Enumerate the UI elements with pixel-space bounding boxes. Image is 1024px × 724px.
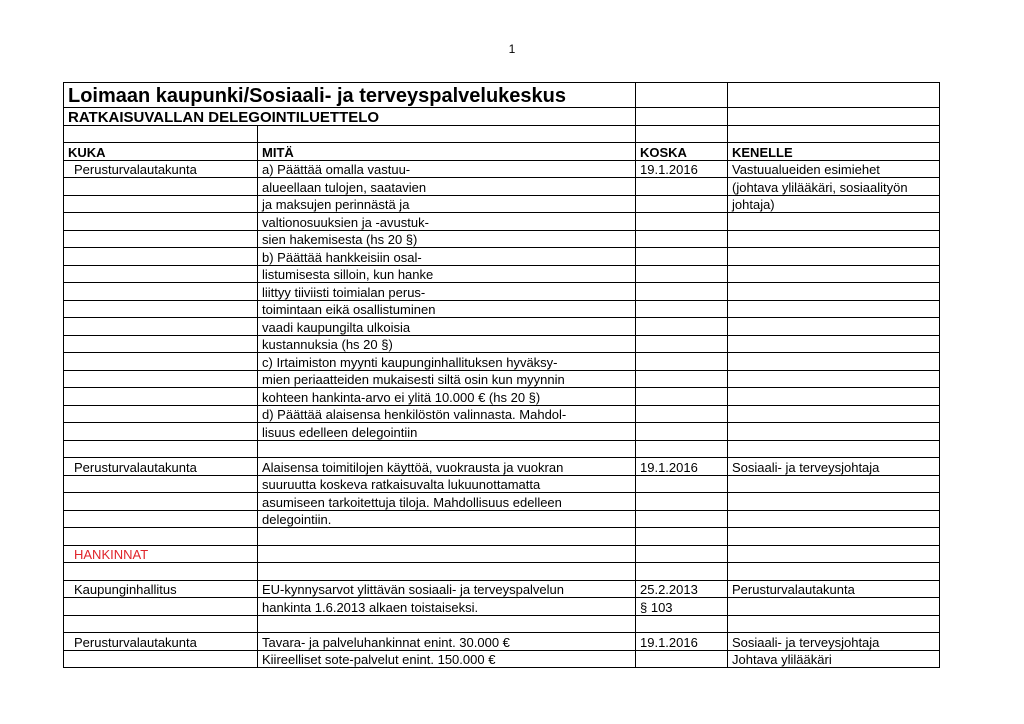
kenelle-cell xyxy=(728,300,940,318)
mita-cell: b) Päättää hankkeisiin osal- xyxy=(258,248,636,266)
kenelle-cell xyxy=(728,335,940,353)
empty-cell xyxy=(728,83,940,108)
kenelle-cell xyxy=(728,388,940,406)
mita-cell: Kiireelliset sote-palvelut enint. 150.000 € xyxy=(258,650,636,668)
kuka-cell xyxy=(64,213,258,231)
subtitle-row xyxy=(64,108,940,126)
kuka-cell xyxy=(64,650,258,668)
table-row xyxy=(64,475,940,493)
header-koska: KOSKA xyxy=(636,143,728,161)
koska-cell xyxy=(636,230,728,248)
header-row xyxy=(64,143,940,161)
kuka-cell xyxy=(64,388,258,406)
mita-cell: listumisesta silloin, kun hanke xyxy=(258,265,636,283)
kuka-cell xyxy=(64,265,258,283)
kuka-cell xyxy=(64,440,258,458)
header-kenelle: KENELLE xyxy=(728,143,940,161)
document-title: Loimaan kaupunki/Sosiaali- ja terveyspalvelukeskus xyxy=(68,85,566,107)
kuka-cell xyxy=(64,423,258,441)
koska-cell xyxy=(636,353,728,371)
kenelle-cell xyxy=(728,370,940,388)
table-row xyxy=(64,178,940,196)
table-row xyxy=(64,563,940,581)
spacer-row xyxy=(64,125,940,143)
empty-cell xyxy=(728,125,940,143)
subtitle-cell xyxy=(64,108,636,126)
mita-cell: toimintaan eikä osallistuminen xyxy=(258,300,636,318)
mita-cell: lisuus edelleen delegointiin xyxy=(258,423,636,441)
koska-cell xyxy=(636,318,728,336)
kuka-cell xyxy=(64,370,258,388)
mita-cell: d) Päättää alaisensa henkilöstön valinnasta. Mahdol- xyxy=(258,405,636,423)
kenelle-cell xyxy=(728,248,940,266)
kenelle-cell: Johtava ylilääkäri xyxy=(728,650,940,668)
empty-cell xyxy=(636,125,728,143)
kuka-cell: Perusturvalautakunta xyxy=(64,458,258,476)
empty-cell xyxy=(636,83,728,108)
mita-cell: kohteen hankinta-arvo ei ylitä 10.000 € (hs 20 §) xyxy=(258,388,636,406)
kenelle-cell: Sosiaali- ja terveysjohtaja xyxy=(728,458,940,476)
kenelle-cell: (johtava ylilääkäri, sosiaalityön xyxy=(728,178,940,196)
kuka-cell xyxy=(64,493,258,511)
kenelle-cell xyxy=(728,213,940,231)
kenelle-cell xyxy=(728,318,940,336)
mita-cell xyxy=(258,545,636,563)
table-row xyxy=(64,510,940,528)
koska-cell xyxy=(636,475,728,493)
mita-cell: vaadi kaupungilta ulkoisia xyxy=(258,318,636,336)
mita-cell: suuruutta koskeva ratkaisuvalta lukuunottamatta xyxy=(258,475,636,493)
kenelle-cell xyxy=(728,283,940,301)
table-row xyxy=(64,300,940,318)
kenelle-cell xyxy=(728,475,940,493)
kenelle-cell: johtaja) xyxy=(728,195,940,213)
kenelle-cell xyxy=(728,405,940,423)
kuka-cell xyxy=(64,528,258,546)
kuka-cell xyxy=(64,510,258,528)
koska-cell xyxy=(636,300,728,318)
kuka-cell xyxy=(64,283,258,301)
table-row xyxy=(64,580,940,598)
kuka-cell: HANKINNAT xyxy=(64,545,258,563)
mita-cell: valtionosuuksien ja -avustuk- xyxy=(258,213,636,231)
table-row xyxy=(64,545,940,563)
kuka-cell: Perusturvalautakunta xyxy=(64,633,258,651)
delegation-table xyxy=(63,82,940,668)
table-row xyxy=(64,493,940,511)
mita-cell: asumiseen tarkoitettuja tiloja. Mahdollisuus edelleen xyxy=(258,493,636,511)
koska-cell xyxy=(636,283,728,301)
kenelle-cell xyxy=(728,615,940,633)
table-row xyxy=(64,353,940,371)
mita-cell: alueellaan tulojen, saatavien xyxy=(258,178,636,196)
kuka-cell xyxy=(64,195,258,213)
mita-cell: delegointiin. xyxy=(258,510,636,528)
empty-cell xyxy=(728,108,940,126)
title-row xyxy=(64,83,940,108)
mita-cell: liittyy tiiviisti toimialan perus- xyxy=(258,283,636,301)
kuka-cell xyxy=(64,615,258,633)
mita-cell: sien hakemisesta (hs 20 §) xyxy=(258,230,636,248)
table-row xyxy=(64,248,940,266)
table-row xyxy=(64,650,940,668)
koska-cell xyxy=(636,563,728,581)
empty-cell xyxy=(64,125,258,143)
mita-cell: Alaisensa toimitilojen käyttöä, vuokrausta ja vuokran xyxy=(258,458,636,476)
koska-cell xyxy=(636,370,728,388)
kenelle-cell xyxy=(728,353,940,371)
koska-cell xyxy=(636,178,728,196)
kuka-cell xyxy=(64,598,258,616)
page-number: 1 xyxy=(508,42,516,56)
mita-cell: ja maksujen perinnästä ja xyxy=(258,195,636,213)
kuka-cell xyxy=(64,405,258,423)
koska-cell xyxy=(636,510,728,528)
koska-cell xyxy=(636,528,728,546)
koska-cell: 25.2.2013 xyxy=(636,580,728,598)
table-row xyxy=(64,423,940,441)
mita-cell xyxy=(258,440,636,458)
table-row xyxy=(64,615,940,633)
table-row xyxy=(64,283,940,301)
mita-cell: Tavara- ja palveluhankinnat enint. 30.000 € xyxy=(258,633,636,651)
title-cell xyxy=(64,83,636,108)
koska-cell xyxy=(636,440,728,458)
kenelle-cell xyxy=(728,528,940,546)
table-row xyxy=(64,265,940,283)
kuka-cell xyxy=(64,563,258,581)
kenelle-cell xyxy=(728,563,940,581)
table-row xyxy=(64,458,940,476)
table-row xyxy=(64,318,940,336)
table-row xyxy=(64,633,940,651)
empty-cell xyxy=(258,125,636,143)
kuka-cell xyxy=(64,248,258,266)
table-row xyxy=(64,370,940,388)
kenelle-cell xyxy=(728,265,940,283)
mita-cell: hankinta 1.6.2013 alkaen toistaiseksi. xyxy=(258,598,636,616)
table-row xyxy=(64,160,940,178)
kenelle-cell xyxy=(728,230,940,248)
koska-cell xyxy=(636,615,728,633)
mita-cell: kustannuksia (hs 20 §) xyxy=(258,335,636,353)
table-row xyxy=(64,528,940,546)
table-row xyxy=(64,213,940,231)
kuka-cell: Kaupunginhallitus xyxy=(64,580,258,598)
kenelle-cell: Perusturvalautakunta xyxy=(728,580,940,598)
kuka-cell xyxy=(64,300,258,318)
table-row xyxy=(64,405,940,423)
kuka-cell: Perusturvalautakunta xyxy=(64,160,258,178)
koska-cell: 19.1.2016 xyxy=(636,458,728,476)
koska-cell: § 103 xyxy=(636,598,728,616)
table-row xyxy=(64,195,940,213)
kenelle-cell xyxy=(728,510,940,528)
mita-cell xyxy=(258,615,636,633)
kenelle-cell: Sosiaali- ja terveysjohtaja xyxy=(728,633,940,651)
kuka-cell xyxy=(64,475,258,493)
kenelle-cell xyxy=(728,493,940,511)
koska-cell: 19.1.2016 xyxy=(636,160,728,178)
mita-cell: mien periaatteiden mukaisesti siltä osin kun myynnin xyxy=(258,370,636,388)
koska-cell xyxy=(636,650,728,668)
header-mita: MITÄ xyxy=(258,143,636,161)
table-row xyxy=(64,598,940,616)
koska-cell: 19.1.2016 xyxy=(636,633,728,651)
mita-cell: c) Irtaimiston myynti kaupunginhallituksen hyväksy- xyxy=(258,353,636,371)
koska-cell xyxy=(636,335,728,353)
koska-cell xyxy=(636,388,728,406)
kuka-cell xyxy=(64,318,258,336)
mita-cell: a) Päättää omalla vastuu- xyxy=(258,160,636,178)
table-row xyxy=(64,335,940,353)
table-row xyxy=(64,230,940,248)
koska-cell xyxy=(636,545,728,563)
table-row xyxy=(64,388,940,406)
koska-cell xyxy=(636,423,728,441)
kenelle-cell xyxy=(728,440,940,458)
koska-cell xyxy=(636,195,728,213)
header-kuka: KUKA xyxy=(64,143,258,161)
table-row xyxy=(64,440,940,458)
kuka-cell xyxy=(64,353,258,371)
mita-cell: EU-kynnysarvot ylittävän sosiaali- ja terveyspalvelun xyxy=(258,580,636,598)
kenelle-cell xyxy=(728,423,940,441)
koska-cell xyxy=(636,213,728,231)
mita-cell xyxy=(258,528,636,546)
koska-cell xyxy=(636,405,728,423)
kuka-cell xyxy=(64,230,258,248)
koska-cell xyxy=(636,248,728,266)
empty-cell xyxy=(636,108,728,126)
kuka-cell xyxy=(64,335,258,353)
mita-cell xyxy=(258,563,636,581)
kenelle-cell: Vastuualueiden esimiehet xyxy=(728,160,940,178)
kuka-cell xyxy=(64,178,258,196)
koska-cell xyxy=(636,493,728,511)
koska-cell xyxy=(636,265,728,283)
kenelle-cell xyxy=(728,545,940,563)
kenelle-cell xyxy=(728,598,940,616)
document-subtitle: RATKAISUVALLAN DELEGOINTILUETTELO xyxy=(68,108,380,125)
